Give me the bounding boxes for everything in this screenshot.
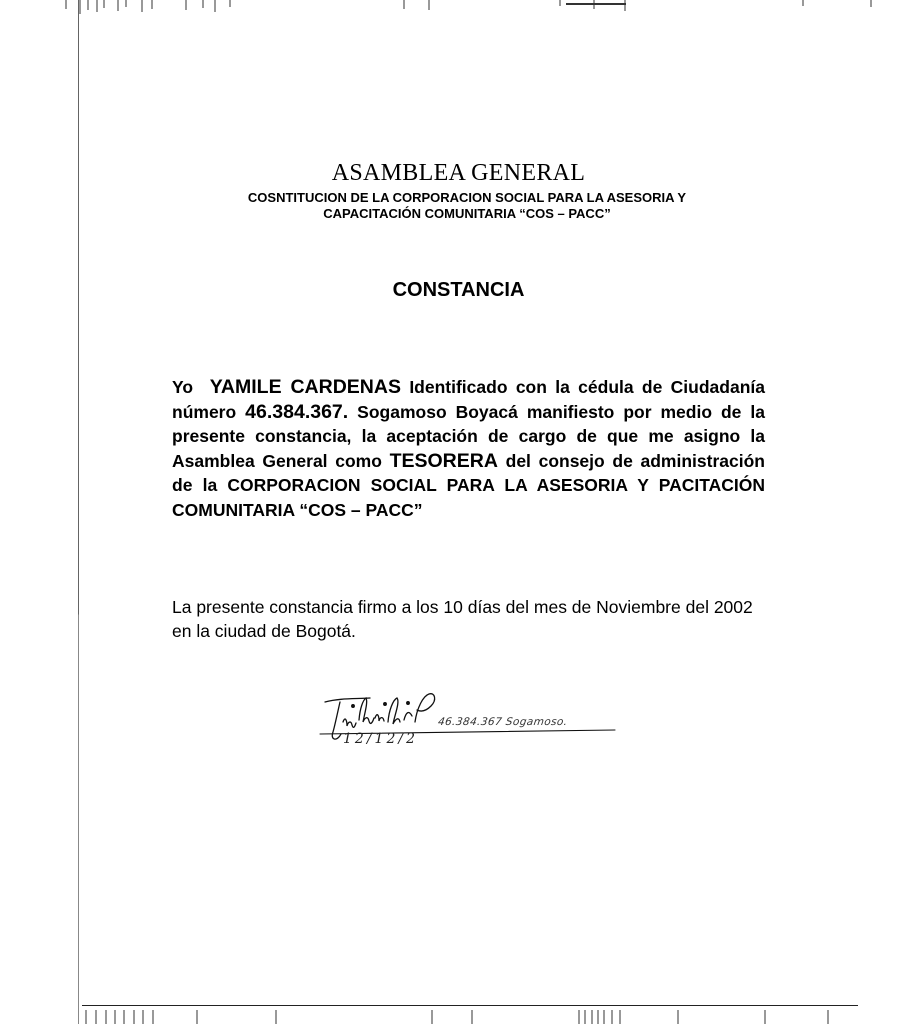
role-title: TESORERA (389, 449, 498, 472)
signature-date: 12/12/2 (343, 731, 418, 747)
body-text-2: Sogamoso Boyacá manifiesto por medio de la presente constancia, la aceptación de cargo de que me asigno la Asamblea General como (172, 401, 765, 471)
body-yo: Yo (172, 377, 194, 397)
id-number: 46.384.367. (245, 400, 349, 423)
assembly-subtitle (200, 190, 734, 222)
subtitle-line-2: CAPACITACIÓN COMUNITARIA “COS – PACC” (323, 206, 611, 221)
body-text-1: Identificado con la cédula de Ciudadanía número (172, 377, 765, 422)
scan-marks-bottom (0, 1005, 917, 1024)
document-title: CONSTANCIA (392, 279, 525, 301)
scan-marks-top (0, 0, 917, 16)
body-paragraph (172, 375, 765, 523)
body-text-3: del consejo de administración de la CORPORACION SOCIAL PARA LA ASESORIA Y PACITACIÓN COMUNITARIA “COS – PACC” (172, 450, 765, 520)
closing-paragraph: La presente constancia firmo a los 10 días del mes de Noviembre del 2002 en la ciudad de Bogotá. (172, 597, 753, 641)
subtitle-line-1: COSNTITUCION DE LA CORPORACION SOCIAL PARA LA ASESORIA Y (247, 190, 687, 205)
signature-note: 46.384.367 Sogamoso. (437, 716, 569, 728)
person-name: YAMILE CARDENAS (209, 376, 401, 398)
assembly-title: ASAMBLEA GENERAL (331, 160, 586, 186)
scan-edge-left (78, 0, 79, 1024)
